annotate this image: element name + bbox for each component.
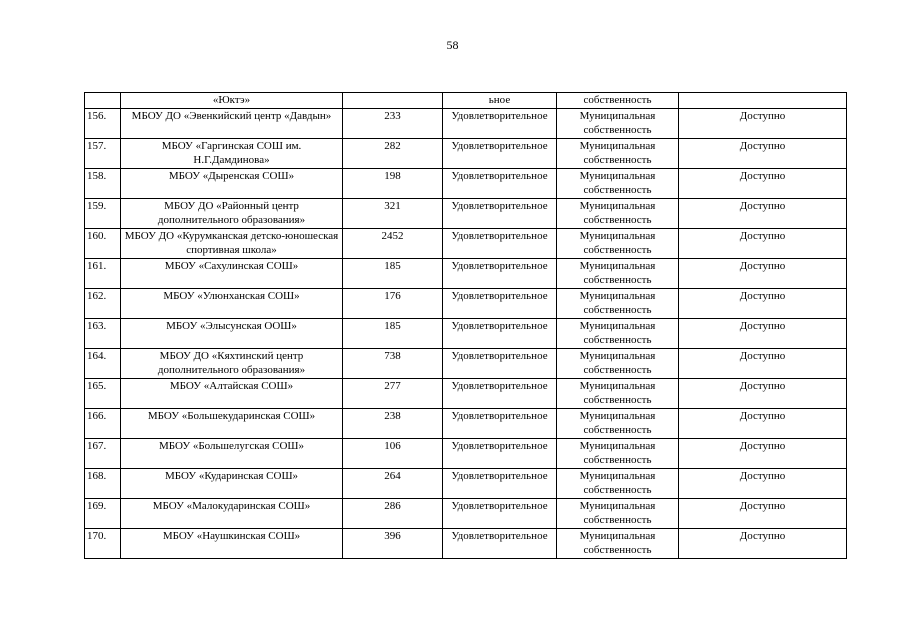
cell-access: Доступно: [679, 289, 847, 319]
cell-number: 164.: [85, 349, 121, 379]
cell-access: Доступно: [679, 139, 847, 169]
cell-count: 233: [343, 109, 443, 139]
cell-name: МБОУ «Элысунская ООШ»: [121, 319, 343, 349]
table-row: [85, 409, 847, 439]
cell-access: Доступно: [679, 229, 847, 259]
cell-condition: Удовлетворительное: [443, 379, 557, 409]
cell-count: 286: [343, 499, 443, 529]
cell-name: МБОУ ДО «Кяхтинский центр дополнительного образования»: [121, 349, 343, 379]
cell-ownership: собственность: [557, 93, 679, 109]
cell-name: МБОУ «Большелугская СОШ»: [121, 439, 343, 469]
table-row: [85, 229, 847, 259]
cell-name: МБОУ «Гаргинская СОШ им. Н.Г.Дамдинова»: [121, 139, 343, 169]
cell-ownership: Муниципальная собственность: [557, 139, 679, 169]
cell-access: Доступно: [679, 409, 847, 439]
cell-name: МБОУ «Алтайская СОШ»: [121, 379, 343, 409]
table-body: [85, 93, 847, 559]
cell-ownership: Муниципальная собственность: [557, 529, 679, 559]
table-row: [85, 499, 847, 529]
cell-number: 160.: [85, 229, 121, 259]
table-row: [85, 199, 847, 229]
cell-access: Доступно: [679, 259, 847, 289]
cell-count: 106: [343, 439, 443, 469]
table-row: [85, 289, 847, 319]
table-row: [85, 259, 847, 289]
cell-access: Доступно: [679, 349, 847, 379]
cell-name: МБОУ «Наушкинская СОШ»: [121, 529, 343, 559]
cell-name: МБОУ ДО «Эвенкийский центр «Давдын»: [121, 109, 343, 139]
cell-condition: Удовлетворительное: [443, 439, 557, 469]
cell-number: 168.: [85, 469, 121, 499]
cell-count: 738: [343, 349, 443, 379]
cell-number: 158.: [85, 169, 121, 199]
cell-number: 156.: [85, 109, 121, 139]
cell-number: 161.: [85, 259, 121, 289]
cell-number: 157.: [85, 139, 121, 169]
cell-access: Доступно: [679, 109, 847, 139]
cell-condition: Удовлетворительное: [443, 499, 557, 529]
table-row: [85, 169, 847, 199]
table-row-continuation: [85, 93, 847, 109]
cell-count: 282: [343, 139, 443, 169]
cell-count: 238: [343, 409, 443, 439]
cell-name: МБОУ ДО «Районный центр дополнительного образования»: [121, 199, 343, 229]
cell-name: МБОУ «Кударинская СОШ»: [121, 469, 343, 499]
cell-name: «Юктэ»: [121, 93, 343, 109]
cell-ownership: Муниципальная собственность: [557, 469, 679, 499]
cell-access: Доступно: [679, 319, 847, 349]
cell-ownership: Муниципальная собственность: [557, 109, 679, 139]
cell-access: Доступно: [679, 379, 847, 409]
cell-condition: Удовлетворительное: [443, 259, 557, 289]
cell-name: МБОУ «Сахулинская СОШ»: [121, 259, 343, 289]
table-row: [85, 439, 847, 469]
cell-access: Доступно: [679, 169, 847, 199]
table-row: [85, 319, 847, 349]
cell-access: Доступно: [679, 469, 847, 499]
table-row: [85, 109, 847, 139]
cell-count: 176: [343, 289, 443, 319]
cell-count: 277: [343, 379, 443, 409]
cell-name: МБОУ «Малокударинская СОШ»: [121, 499, 343, 529]
cell-count: 2452: [343, 229, 443, 259]
cell-ownership: Муниципальная собственность: [557, 319, 679, 349]
cell-ownership: Муниципальная собственность: [557, 169, 679, 199]
cell-count: 185: [343, 259, 443, 289]
cell-condition: Удовлетворительное: [443, 169, 557, 199]
table-row: [85, 349, 847, 379]
cell-access: Доступно: [679, 499, 847, 529]
cell-name: МБОУ «Большекударинская СОШ»: [121, 409, 343, 439]
cell-ownership: Муниципальная собственность: [557, 439, 679, 469]
table-row: [85, 469, 847, 499]
cell-ownership: Муниципальная собственность: [557, 229, 679, 259]
cell-condition: ьное: [443, 93, 557, 109]
cell-ownership: Муниципальная собственность: [557, 499, 679, 529]
cell-count: 321: [343, 199, 443, 229]
facilities-table: [84, 92, 847, 559]
cell-condition: Удовлетворительное: [443, 199, 557, 229]
cell-condition: Удовлетворительное: [443, 409, 557, 439]
cell-condition: Удовлетворительное: [443, 289, 557, 319]
cell-number: 165.: [85, 379, 121, 409]
cell-count: 185: [343, 319, 443, 349]
cell-ownership: Муниципальная собственность: [557, 409, 679, 439]
cell-access: Доступно: [679, 199, 847, 229]
cell-name: МБОУ «Улюнханская СОШ»: [121, 289, 343, 319]
cell-condition: Удовлетворительное: [443, 529, 557, 559]
cell-number: [85, 93, 121, 109]
cell-access: Доступно: [679, 439, 847, 469]
cell-count: 264: [343, 469, 443, 499]
cell-condition: Удовлетворительное: [443, 349, 557, 379]
table-row: [85, 379, 847, 409]
cell-access: [679, 93, 847, 109]
cell-number: 166.: [85, 409, 121, 439]
cell-ownership: Муниципальная собственность: [557, 259, 679, 289]
cell-number: 159.: [85, 199, 121, 229]
cell-number: 162.: [85, 289, 121, 319]
cell-condition: Удовлетворительное: [443, 469, 557, 499]
cell-ownership: Муниципальная собственность: [557, 379, 679, 409]
table-row: [85, 529, 847, 559]
cell-condition: Удовлетворительное: [443, 319, 557, 349]
cell-ownership: Муниципальная собственность: [557, 199, 679, 229]
cell-number: 169.: [85, 499, 121, 529]
cell-condition: Удовлетворительное: [443, 229, 557, 259]
cell-condition: Удовлетворительное: [443, 109, 557, 139]
cell-count: [343, 93, 443, 109]
cell-name: МБОУ ДО «Курумканская детско-юношеская спортивная школа»: [121, 229, 343, 259]
cell-name: МБОУ «Дыренская СОШ»: [121, 169, 343, 199]
cell-ownership: Муниципальная собственность: [557, 349, 679, 379]
cell-condition: Удовлетворительное: [443, 139, 557, 169]
cell-ownership: Муниципальная собственность: [557, 289, 679, 319]
cell-count: 198: [343, 169, 443, 199]
table-row: [85, 139, 847, 169]
page-number: 58: [446, 38, 459, 52]
cell-number: 167.: [85, 439, 121, 469]
cell-number: 170.: [85, 529, 121, 559]
cell-count: 396: [343, 529, 443, 559]
cell-access: Доступно: [679, 529, 847, 559]
cell-number: 163.: [85, 319, 121, 349]
